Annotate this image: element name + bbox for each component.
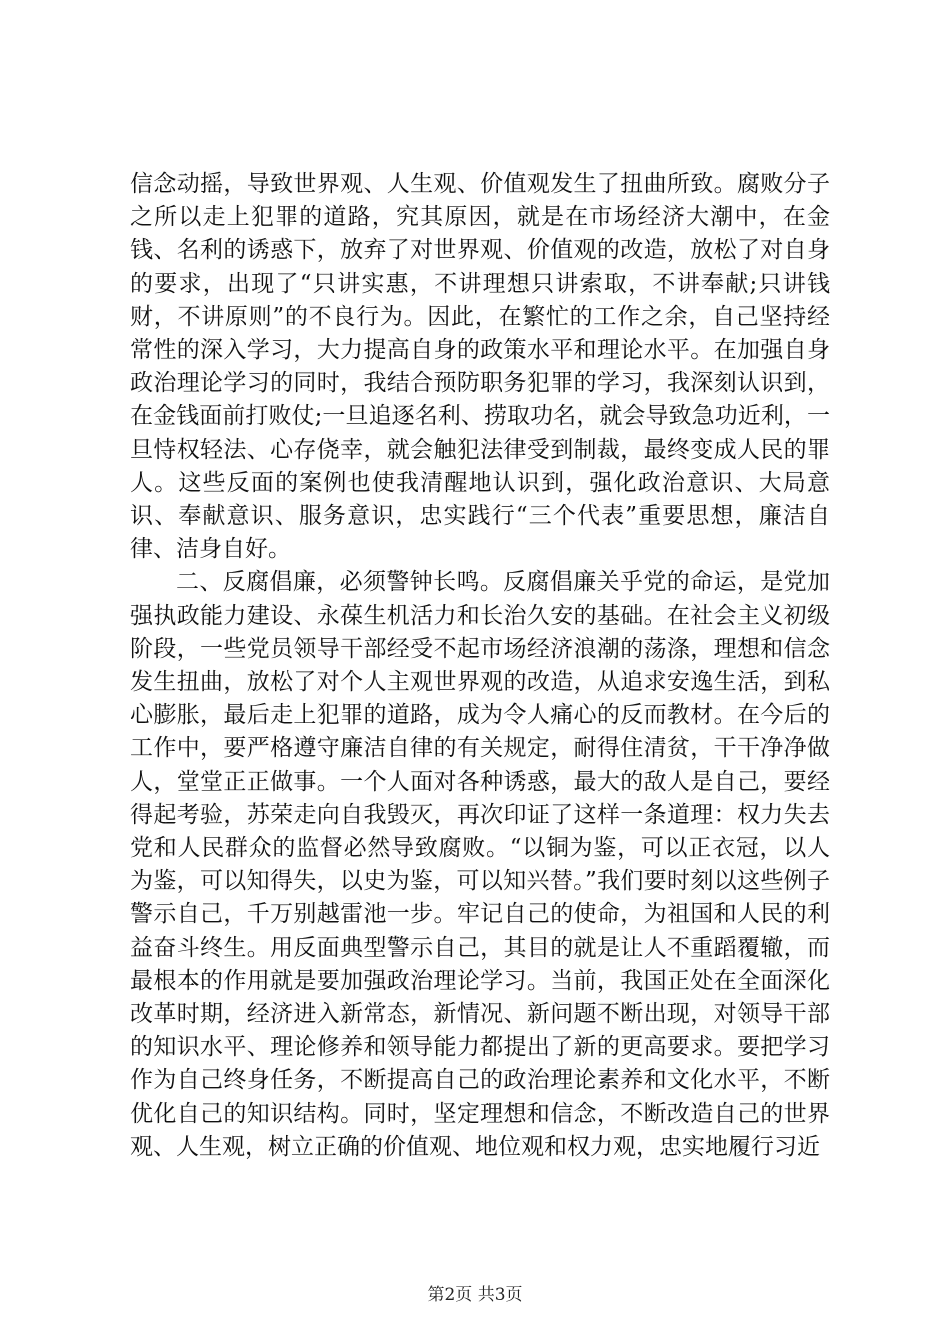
page-footer: 第2页 共3页 <box>427 1285 523 1305</box>
paragraph-2: 二、反腐倡廉，必须警钟长鸣。反腐倡廉关乎党的命运，是党加强执政能力建设、永葆生机活力和长治久安的基础。在社会主义初级阶段，一些党员领导干部经受不起市场经济浪潮的荡涤，理想和信念发生扭曲，放松了对个人主观世界观的改造，从追求安逸生活，到私心膨胀，最后走上犯罪的道路，成为令人痛心的反而教材。在今后的工作中，要严格遵守廉洁自律的有关规定，耐得住清贫，干干净净做人，堂堂正正做事。一个人面对各种诱惑，最大的敌人是自己，要经得起考验，苏荣走向自我毁灭，再次印证了这样一条道理：权力失去党和人民群众的监督必然导致腐败。“以铜为鉴，可以正衣冠，以人为鉴，可以知得失，以史为鉴，可以知兴替。”我们要时刻以这些例子警示自己，千万别越雷池一步。牢记自己的使命，为祖国和人民的利益奋斗终生。用反面典型警示自己，其目的就是让人不重蹈覆辙，而最根本的作用就是要加强政治理论学习。当前，我国正处在全面深化改革时期，经济进入新常态，新情况、新问题不断出现，对领导干部的知识水平、理论修养和领导能力都提出了新的更高要求。要把学习作为自己终身任务，不断提高自己的政治理论素养和文化水平，不断优化自己的知识结构。同时，坚定理想和信念，不断改造自己的世界观、人生观，树立正确的价值观、地位观和权力观，忠实地履行习近 <box>130 569 830 1160</box>
document-body <box>130 168 830 1164</box>
paragraph-1: 信念动摇，导致世界观、人生观、价值观发生了扭曲所致。腐败分子之所以走上犯罪的道路，究其原因，就是在市场经济大潮中，在金钱、名利的诱惑下，放弃了对世界观、价值观的改造，放松了对自身的要求，出现了“只讲实惠，不讲理想只讲索取，不讲奉献;只讲钱财，不讲原则”的不良行为。因此，在繁忙的工作之余，自己坚持经常性的深入学习，大力提高自身的政策水平和理论水平。在加强自身政治理论学习的同时，我结合预防职务犯罪的学习，我深刻认识到，在金钱面前打败仗;一旦追逐名利、捞取功名，就会导致急功近利，一旦恃权轻法、心存侥幸，就会触犯法律受到制裁，最终变成人民的罪人。这些反面的案例也使我清醒地认识到，强化政治意识、大局意识、奉献意识、服务意识，忠实践行“三个代表”重要思想，廉洁自律、洁身自好。 <box>130 171 830 563</box>
